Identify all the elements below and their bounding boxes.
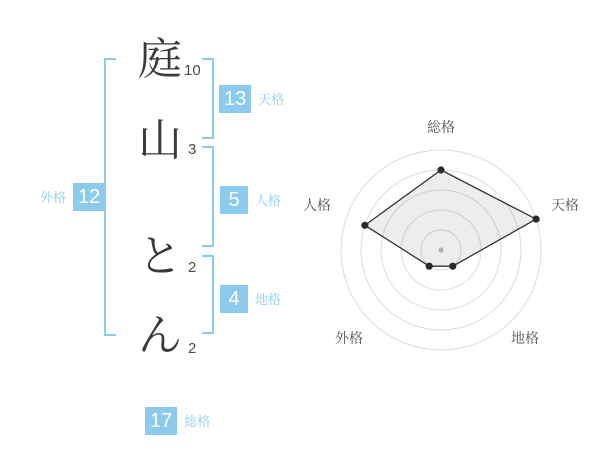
gaikaku-bracket xyxy=(104,58,116,336)
radar-chart xyxy=(301,115,586,365)
chikaku-row xyxy=(220,285,281,313)
radar-data-point xyxy=(437,166,444,173)
jinkaku-label: 人格 xyxy=(255,192,282,208)
chikaku-bracket xyxy=(202,255,214,334)
radar-data-point xyxy=(533,216,540,223)
jinkaku-row xyxy=(220,186,281,214)
tenkaku-label: 天格 xyxy=(258,91,285,107)
jinkaku-value-badge: 5 xyxy=(220,186,248,214)
name-char-2: 山 xyxy=(138,116,182,165)
radar-polygon xyxy=(365,170,536,266)
radar-data-point xyxy=(426,263,433,270)
gaikaku-value-badge: 12 xyxy=(73,183,105,211)
radar-data-point xyxy=(361,222,368,229)
gaikaku-row xyxy=(40,183,105,211)
soukaku-value-badge: 17 xyxy=(145,407,177,435)
chikaku-label: 地格 xyxy=(255,291,282,307)
tenkaku-row xyxy=(219,85,284,113)
radar-axis-label-0: 総格 xyxy=(427,119,455,135)
name-char-3: と xyxy=(138,232,182,281)
stroke-count-2: 3 xyxy=(188,141,197,158)
radar-axis-label-4: 人格 xyxy=(303,197,331,213)
tenkaku-value-badge: 13 xyxy=(219,85,251,113)
name-char-1: 庭 xyxy=(138,35,182,84)
jinkaku-bracket xyxy=(202,146,214,247)
stroke-count-4: 2 xyxy=(188,340,197,357)
name-char-4: ん xyxy=(138,311,182,360)
radar-axis-label-3: 外格 xyxy=(335,330,363,346)
tenkaku-bracket xyxy=(202,58,214,139)
stroke-count-1: 10 xyxy=(184,62,201,79)
radar-axis-label-1: 天格 xyxy=(551,197,579,213)
radar-axis-label-2: 地格 xyxy=(511,330,539,346)
gaikaku-label: 外格 xyxy=(40,189,67,205)
stroke-count-3: 2 xyxy=(188,259,197,276)
radar-center-dot xyxy=(438,247,443,252)
radar-data-point xyxy=(449,263,456,270)
soukaku-row xyxy=(145,407,210,435)
chikaku-value-badge: 4 xyxy=(220,285,248,313)
soukaku-label: 総格 xyxy=(184,413,211,429)
